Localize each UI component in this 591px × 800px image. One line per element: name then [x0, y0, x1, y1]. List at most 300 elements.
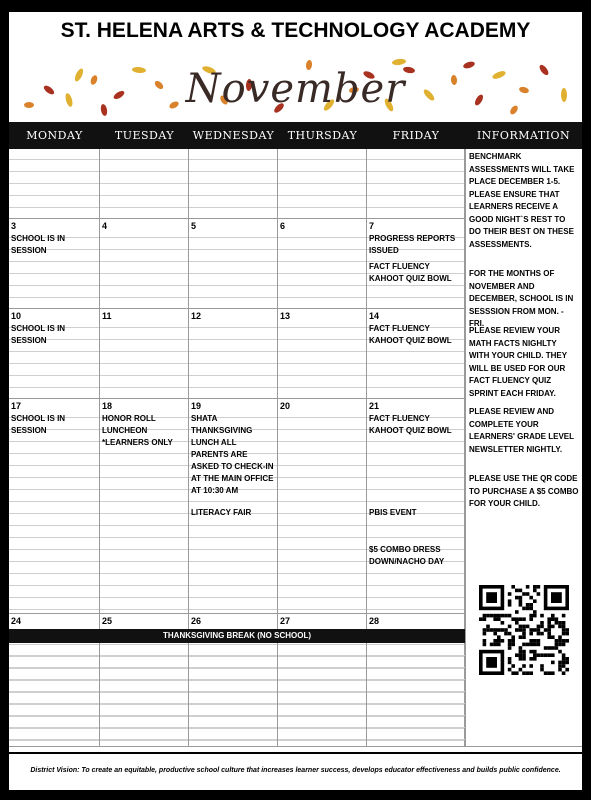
qr-module	[522, 625, 526, 629]
qr-module	[515, 617, 519, 621]
ruled-line	[9, 513, 99, 514]
ruled-line	[9, 273, 99, 274]
qr-module	[479, 617, 483, 621]
info-benchmark: BENCHMARK ASSESSMENTS WILL TAKE PLACE DECEMBER 1-5. PLEASE ENSURE THAT LEARNERS RECEIVE A GOOD NIGHT`S REST TO DO THEIR BEST ON THESE ASSESSMENTS.	[469, 152, 575, 249]
ruled-line	[9, 715, 465, 716]
day-number: 19	[191, 401, 202, 411]
ruled-line	[278, 261, 366, 262]
qr-module	[522, 632, 526, 636]
qr-module	[533, 610, 537, 614]
qr-module	[558, 635, 562, 639]
qr-module	[544, 671, 548, 675]
qr-module	[529, 617, 533, 621]
ruled-line	[278, 573, 366, 574]
qr-module	[522, 643, 526, 647]
qr-module	[483, 639, 487, 643]
ruled-line	[9, 585, 99, 586]
ruled-line	[189, 561, 277, 562]
ruled-line	[278, 207, 366, 208]
qr-module	[529, 664, 533, 668]
ruled-line	[278, 195, 366, 196]
calendar-event: $5 COMBO DRESS DOWN/NACHO DAY	[369, 545, 445, 566]
ruled-line	[278, 597, 366, 598]
calendar-event: FACT FLUENCY KAHOOT QUIZ BOWL	[369, 414, 452, 435]
qr-module	[522, 617, 526, 621]
day-cell	[367, 309, 465, 399]
ruled-line	[189, 261, 277, 262]
ruled-line	[278, 327, 366, 328]
ruled-line	[189, 549, 277, 550]
ruled-line	[9, 465, 99, 466]
qr-module	[565, 661, 569, 665]
qr-module	[529, 614, 533, 618]
ruled-line	[9, 207, 99, 208]
ruled-line	[100, 597, 188, 598]
ruled-line	[189, 237, 277, 238]
ruled-line	[9, 667, 465, 668]
qr-module	[522, 671, 526, 675]
ruled-line	[100, 609, 188, 610]
qr-module	[501, 628, 505, 632]
qr-module	[529, 628, 533, 632]
qr-module	[565, 639, 569, 643]
day-cell	[367, 149, 465, 219]
qr-module	[493, 643, 497, 647]
ruled-line	[100, 183, 188, 184]
qr-module	[562, 653, 566, 657]
qr-module	[551, 592, 562, 603]
qr-module	[511, 585, 515, 589]
qr-module	[537, 592, 541, 596]
qr-module	[493, 617, 497, 621]
qr-module	[551, 671, 555, 675]
weekday-header-row	[9, 122, 582, 149]
ruled-line	[278, 297, 366, 298]
ruled-line	[367, 525, 464, 526]
qr-module	[493, 639, 497, 643]
qr-module	[547, 653, 551, 657]
qr-module	[533, 599, 537, 603]
calendar-event: PBIS EVENT	[369, 508, 417, 517]
qr-module	[522, 635, 526, 639]
ruled-line	[278, 387, 366, 388]
qr-module	[522, 664, 526, 668]
qr-module	[558, 621, 562, 625]
qr-module	[508, 614, 512, 618]
ruled-line	[9, 691, 465, 692]
ruled-line	[278, 159, 366, 160]
ruled-line	[100, 159, 188, 160]
ruled-line	[189, 597, 277, 598]
ruled-line	[367, 387, 464, 388]
ruled-line	[9, 195, 99, 196]
day-number: 28	[369, 616, 380, 626]
ruled-line	[189, 339, 277, 340]
ruled-line	[278, 375, 366, 376]
ruled-line	[100, 561, 188, 562]
qr-module	[508, 661, 512, 665]
ruled-line	[189, 573, 277, 574]
day-cell	[278, 309, 367, 399]
ruled-line	[189, 525, 277, 526]
post-break-area	[9, 643, 465, 747]
qr-module	[529, 650, 533, 654]
qr-module	[511, 617, 515, 621]
qr-module	[519, 668, 523, 672]
day-cell	[100, 309, 189, 399]
qr-module	[497, 628, 501, 632]
ruled-line	[367, 453, 464, 454]
qr-module	[565, 632, 569, 636]
ruled-line	[278, 171, 366, 172]
ruled-line	[278, 351, 366, 352]
day-cell	[189, 149, 278, 219]
ruled-line	[100, 465, 188, 466]
qr-module	[519, 650, 523, 654]
qr-module	[497, 617, 501, 621]
day-cell	[9, 309, 100, 399]
ruled-line	[100, 207, 188, 208]
qr-module	[555, 646, 559, 650]
ruled-line	[367, 195, 464, 196]
ruled-line	[367, 375, 464, 376]
day-cell	[278, 149, 367, 219]
qr-module	[515, 671, 519, 675]
qr-module	[547, 625, 551, 629]
qr-module	[483, 632, 487, 636]
ruled-line	[278, 477, 366, 478]
qr-module	[504, 614, 508, 618]
qr-module	[529, 632, 533, 636]
ruled-line	[189, 537, 277, 538]
qr-module	[490, 628, 494, 632]
day-number: 20	[280, 401, 291, 411]
calendar-event: SCHOOL IS IN SESSION	[11, 324, 66, 345]
ruled-line	[367, 159, 464, 160]
qr-module	[544, 653, 548, 657]
qr-module	[519, 589, 523, 593]
ruled-line	[189, 375, 277, 376]
qr-module	[558, 661, 562, 665]
qr-module	[515, 621, 519, 625]
ruled-line	[367, 171, 464, 172]
ruled-line	[189, 501, 277, 502]
ruled-line	[278, 465, 366, 466]
day-cell	[100, 149, 189, 219]
qr-module	[497, 635, 501, 639]
qr-module	[537, 653, 541, 657]
day-number: 27	[280, 616, 291, 626]
qr-module	[551, 617, 555, 621]
qr-module	[540, 621, 544, 625]
qr-module	[540, 614, 544, 618]
leaf-icon	[392, 58, 407, 66]
ruled-line	[9, 159, 99, 160]
qr-module	[515, 653, 519, 657]
qr-module	[562, 643, 566, 647]
qr-module	[533, 643, 537, 647]
ruled-line	[367, 183, 464, 184]
qr-module	[547, 671, 551, 675]
qr-module	[562, 632, 566, 636]
qr-module	[504, 628, 508, 632]
qr-module	[497, 614, 501, 618]
ruled-line	[100, 489, 188, 490]
day-cell	[367, 399, 465, 614]
november-banner	[9, 50, 582, 122]
ruled-line	[189, 183, 277, 184]
day-number: 12	[191, 311, 202, 321]
day-cell	[189, 219, 278, 309]
ruled-line	[367, 441, 464, 442]
ruled-line	[367, 285, 464, 286]
qr-module	[501, 621, 505, 625]
ruled-line	[100, 195, 188, 196]
ruled-line	[367, 573, 464, 574]
ruled-line	[9, 453, 99, 454]
calendar-sheet	[9, 12, 582, 790]
qr-module	[483, 617, 487, 621]
day-number: 10	[11, 311, 22, 321]
ruled-line	[100, 387, 188, 388]
day-cell	[189, 399, 278, 614]
day-cell	[100, 219, 189, 309]
qr-module	[508, 668, 512, 672]
qr-module	[533, 657, 537, 661]
ruled-line	[189, 387, 277, 388]
day-number: 6	[280, 221, 286, 231]
qr-module	[483, 628, 487, 632]
ruled-line	[9, 297, 99, 298]
ruled-line	[9, 549, 99, 550]
day-cell	[9, 219, 100, 309]
ruled-line	[278, 585, 366, 586]
qr-module	[551, 625, 555, 629]
day-cell	[189, 309, 278, 399]
ruled-line	[367, 477, 464, 478]
day-number: 24	[11, 616, 22, 626]
qr-module	[490, 643, 494, 647]
ruled-line	[189, 609, 277, 610]
ruled-line	[189, 195, 277, 196]
qr-module	[519, 603, 523, 607]
school-title: ST. HELENA ARTS & TECHNOLOGY ACADEMY	[9, 12, 582, 50]
qr-module	[526, 643, 530, 647]
ruled-line	[278, 549, 366, 550]
qr-module	[486, 592, 497, 603]
qr-module	[565, 668, 569, 672]
day-cell	[367, 219, 465, 309]
qr-module	[504, 632, 508, 636]
ruled-line	[100, 453, 188, 454]
qr-module	[508, 646, 512, 650]
qr-module	[562, 671, 566, 675]
day-number: 17	[11, 401, 22, 411]
qr-module	[565, 628, 569, 632]
qr-module	[551, 635, 555, 639]
ruled-line	[9, 171, 99, 172]
qr-module	[515, 589, 519, 593]
qr-module	[529, 643, 533, 647]
qr-module	[483, 614, 487, 618]
ruled-line	[189, 297, 277, 298]
qr-module	[555, 643, 559, 647]
qr-module	[562, 664, 566, 668]
qr-module	[529, 639, 533, 643]
day-cell	[9, 399, 100, 614]
qr-module	[519, 635, 523, 639]
ruled-line	[100, 513, 188, 514]
qr-module	[547, 646, 551, 650]
ruled-line	[100, 261, 188, 262]
qr-module	[562, 639, 566, 643]
day-number: 18	[102, 401, 113, 411]
qr-module	[544, 628, 548, 632]
qr-module	[497, 639, 501, 643]
ruled-line	[100, 375, 188, 376]
day-number: 14	[369, 311, 380, 321]
qr-module	[540, 632, 544, 636]
ruled-line	[9, 597, 99, 598]
qr-module	[501, 639, 505, 643]
ruled-line	[100, 171, 188, 172]
qr-module	[547, 621, 551, 625]
qr-module	[544, 646, 548, 650]
qr-module	[533, 650, 537, 654]
qr-module	[519, 628, 523, 632]
day-cell	[278, 219, 367, 309]
ruled-line	[100, 285, 188, 286]
ruled-line	[9, 501, 99, 502]
ruled-line	[9, 525, 99, 526]
ruled-line	[9, 739, 465, 740]
ruled-line	[9, 351, 99, 352]
qr-module	[537, 628, 541, 632]
ruled-line	[9, 183, 99, 184]
qr-module	[522, 650, 526, 654]
qr-module	[529, 671, 533, 675]
calendar-event: PROGRESS REPORTS ISSUED	[369, 234, 456, 255]
qr-module	[551, 614, 555, 618]
qr-module	[562, 628, 566, 632]
qr-module	[508, 639, 512, 643]
qr-module	[515, 628, 519, 632]
qr-module	[508, 603, 512, 607]
ruled-line	[278, 489, 366, 490]
qr-module	[526, 671, 530, 675]
ruled-line	[367, 465, 464, 466]
day-number: 5	[191, 221, 197, 231]
ruled-line	[100, 351, 188, 352]
qr-module	[522, 607, 526, 611]
qr-module	[529, 596, 533, 600]
qr-module	[493, 614, 497, 618]
ruled-line	[9, 561, 99, 562]
qr-module	[519, 625, 523, 629]
qr-module	[533, 614, 537, 618]
column-divider	[366, 643, 367, 747]
ruled-line	[278, 273, 366, 274]
ruled-line	[9, 703, 465, 704]
qr-module	[508, 592, 512, 596]
qr-module	[540, 664, 544, 668]
qr-module	[537, 643, 541, 647]
qr-module	[529, 603, 533, 607]
qr-module	[558, 625, 562, 629]
qr-module	[547, 617, 551, 621]
ruled-line	[9, 489, 99, 490]
footer	[9, 752, 582, 790]
qr-module	[558, 643, 562, 647]
ruled-line	[278, 441, 366, 442]
day-number: 11	[102, 311, 112, 321]
qr-module	[555, 639, 559, 643]
qr-module	[508, 599, 512, 603]
qr-module	[529, 657, 533, 661]
ruled-line	[278, 561, 366, 562]
ruled-line	[278, 183, 366, 184]
qr-module	[490, 614, 494, 618]
district-vision: District Vision: To create an equitable, productive school culture that increases learner success, develops educator effectiveness and builds public confidence.	[30, 767, 561, 774]
ruled-line	[9, 363, 99, 364]
ruled-line	[9, 655, 465, 656]
ruled-line	[367, 297, 464, 298]
header-tuesday: TUESDAY	[114, 129, 175, 142]
ruled-line	[189, 285, 277, 286]
qr-module	[547, 628, 551, 632]
qr-module	[555, 617, 559, 621]
ruled-line	[278, 609, 366, 610]
qr-module	[547, 635, 551, 639]
qr-code-icon[interactable]	[479, 585, 569, 675]
ruled-line	[100, 549, 188, 550]
qr-module	[519, 617, 523, 621]
ruled-line	[9, 477, 99, 478]
calendar-event: SHATA THANKSGIVING LUNCH ALL PARENTS ARE ASKED TO CHECK-IN AT THE MAIN OFFICE AT 10:30 AM	[191, 414, 274, 495]
qr-module	[540, 653, 544, 657]
qr-module	[537, 625, 541, 629]
calendar-event: SCHOOL IS IN SESSION	[11, 414, 66, 435]
ruled-line	[278, 429, 366, 430]
ruled-line	[189, 171, 277, 172]
qr-module	[493, 628, 497, 632]
qr-module	[558, 664, 562, 668]
calendar-event: FACT FLUENCY KAHOOT QUIZ BOWL	[369, 262, 452, 283]
qr-module	[519, 646, 523, 650]
ruled-line	[278, 525, 366, 526]
ruled-line	[278, 363, 366, 364]
ruled-line	[100, 273, 188, 274]
day-number: 26	[191, 616, 202, 626]
ruled-line	[367, 609, 464, 610]
qr-module	[558, 639, 562, 643]
header-information: INFORMATION	[476, 129, 571, 142]
month-title: November	[185, 66, 406, 112]
qr-module	[519, 599, 523, 603]
column-divider	[99, 643, 100, 747]
qr-module	[486, 625, 490, 629]
qr-module	[551, 646, 555, 650]
ruled-line	[189, 273, 277, 274]
ruled-line	[189, 363, 277, 364]
ruled-line	[367, 363, 464, 364]
thanksgiving-break-banner: THANKSGIVING BREAK (NO SCHOOL)	[9, 629, 465, 643]
ruled-line	[9, 441, 99, 442]
header-thursday: THURSDAY	[287, 129, 358, 142]
qr-module	[533, 653, 537, 657]
ruled-line	[100, 501, 188, 502]
qr-module	[562, 621, 566, 625]
